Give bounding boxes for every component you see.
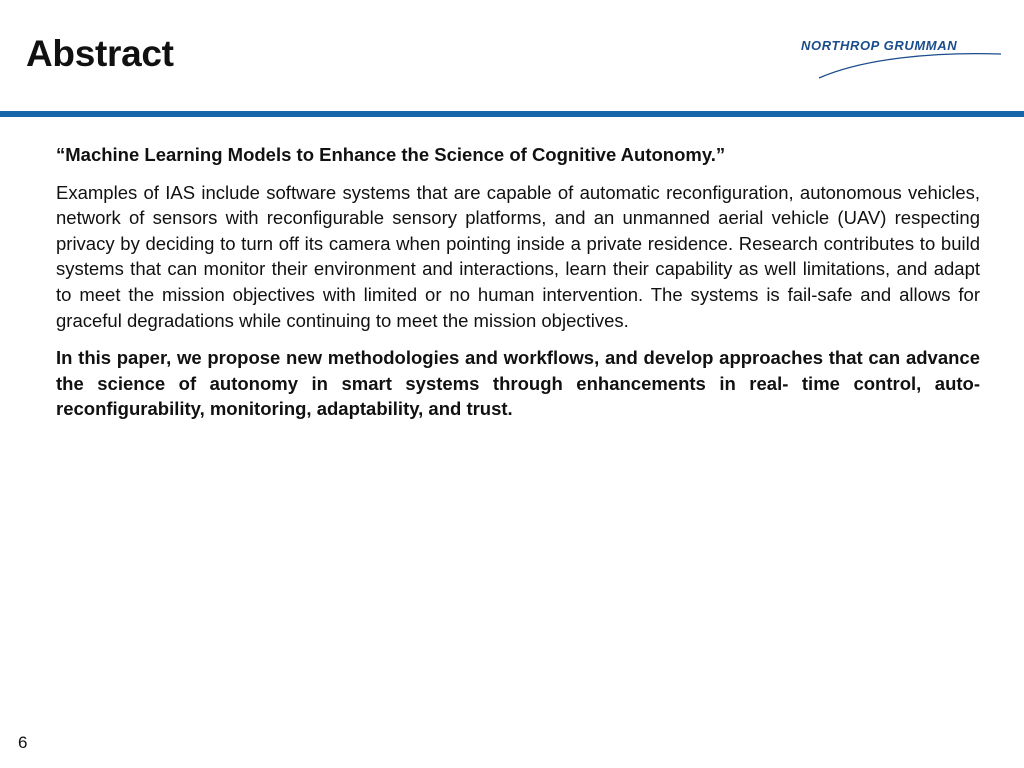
- abstract-content: [56, 142, 980, 422]
- page-number: 6: [18, 733, 28, 752]
- proposal-paragraph: In this paper, we propose new methodologies and workflows, and develop approaches that can advance the science of autonomy in smart systems through enhancements in real- time control, auto-reconfigurability, monitoring, adaptability, and trust.: [56, 347, 980, 420]
- examples-paragraph: Examples of IAS include software systems that are capable of automatic reconfiguration, autonomous vehicles, network of sensors with reconfigurable sensory platforms, and an unmanned aerial vehicle (UAV) respecting privacy by deciding to turn off its camera when pointing inside a private residence. Research contributes to build systems that can monitor their environment and interactions, learn their capability as well limitations, and adapt to meet the mission objectives with limited or no human intervention. The systems is fail-safe and allows for graceful degradations while continuing to meet the mission objectives.: [56, 181, 980, 331]
- northrop-grumman-logo: [795, 36, 1005, 84]
- logo-wordmark: NORTHROP GRUMMAN: [801, 38, 958, 53]
- header-divider: [0, 111, 1024, 117]
- paper-title-quote: “Machine Learning Models to Enhance the Science of Cognitive Autonomy.”: [56, 144, 726, 165]
- slide-title: Abstract: [26, 33, 174, 74]
